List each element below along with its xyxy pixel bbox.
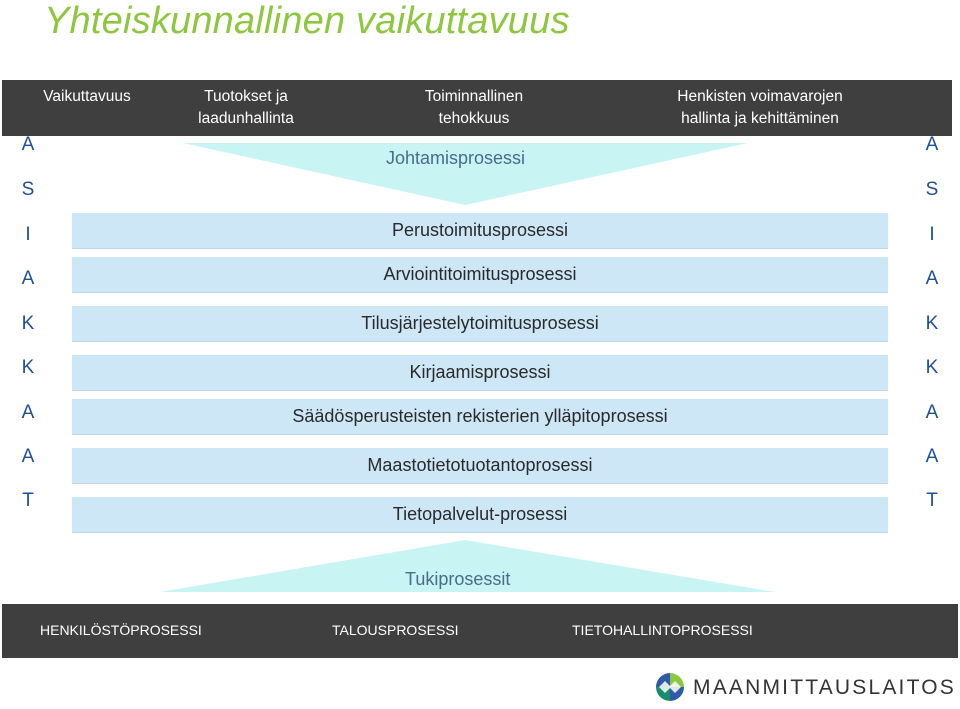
header-tuotokset: Tuotokset ja laadunhallinta bbox=[198, 88, 294, 127]
process-arviointitoimitus: Arviointitoimitusprosessi bbox=[72, 257, 888, 292]
left-letter: I bbox=[25, 224, 31, 245]
left-letter: S bbox=[21, 179, 35, 200]
process-tietopalvelut: Tietopalvelut-prosessi bbox=[72, 497, 888, 532]
right-letter: I bbox=[929, 224, 935, 245]
right-letter: S bbox=[925, 179, 939, 200]
left-letter: K bbox=[21, 313, 35, 334]
right-letter: A bbox=[925, 402, 939, 423]
process-saadosperusteiset: Säädösperusteisten rekisterien ylläpitoprosessi bbox=[72, 399, 888, 434]
left-letter: A bbox=[21, 402, 35, 423]
right-letter: A bbox=[925, 268, 939, 289]
footer-henkilosto: HENKILÖSTÖPROSESSI bbox=[40, 622, 202, 638]
footer-talous: TALOUSPROSESSI bbox=[332, 622, 459, 638]
header-henkisten: Henkisten voimavarojen hallinta ja kehittäminen bbox=[677, 88, 843, 127]
process-perustoimitus: Perustoimitusprosessi bbox=[72, 213, 888, 248]
left-letter: T bbox=[22, 490, 34, 511]
process-kirjaamis: Kirjaamisprosessi bbox=[72, 355, 888, 390]
right-letter: T bbox=[926, 490, 938, 511]
maanmittauslaitos-logo-icon bbox=[655, 672, 685, 702]
page-title: Yhteiskunnallinen vaikuttavuus bbox=[44, 0, 570, 42]
right-letter: A bbox=[925, 134, 939, 155]
right-letter: K bbox=[925, 313, 939, 334]
left-letter: A bbox=[21, 268, 35, 289]
support-process-label: Tukiprosessit bbox=[405, 569, 511, 589]
left-letter: K bbox=[21, 357, 35, 378]
left-letter: A bbox=[21, 134, 35, 155]
management-process-label: Johtamisprosessi bbox=[386, 148, 526, 168]
process-tilusjarjestely: Tilusjärjestelytoimitusprosessi bbox=[72, 306, 888, 341]
header-toiminnallinen: Toiminnallinen tehokkuus bbox=[424, 88, 524, 127]
right-letter: K bbox=[925, 357, 939, 378]
footer-tietohallinto: TIETOHALLINTOPROSESSI bbox=[572, 622, 753, 638]
right-letter: A bbox=[925, 446, 939, 467]
process-maastotieto: Maastotietotuotantoprosessi bbox=[72, 448, 888, 483]
logo-text: MAANMITTAUSLAITOS bbox=[693, 676, 956, 699]
header-vaikuttavuus: Vaikuttavuus bbox=[43, 88, 131, 105]
left-letter: A bbox=[21, 446, 35, 467]
